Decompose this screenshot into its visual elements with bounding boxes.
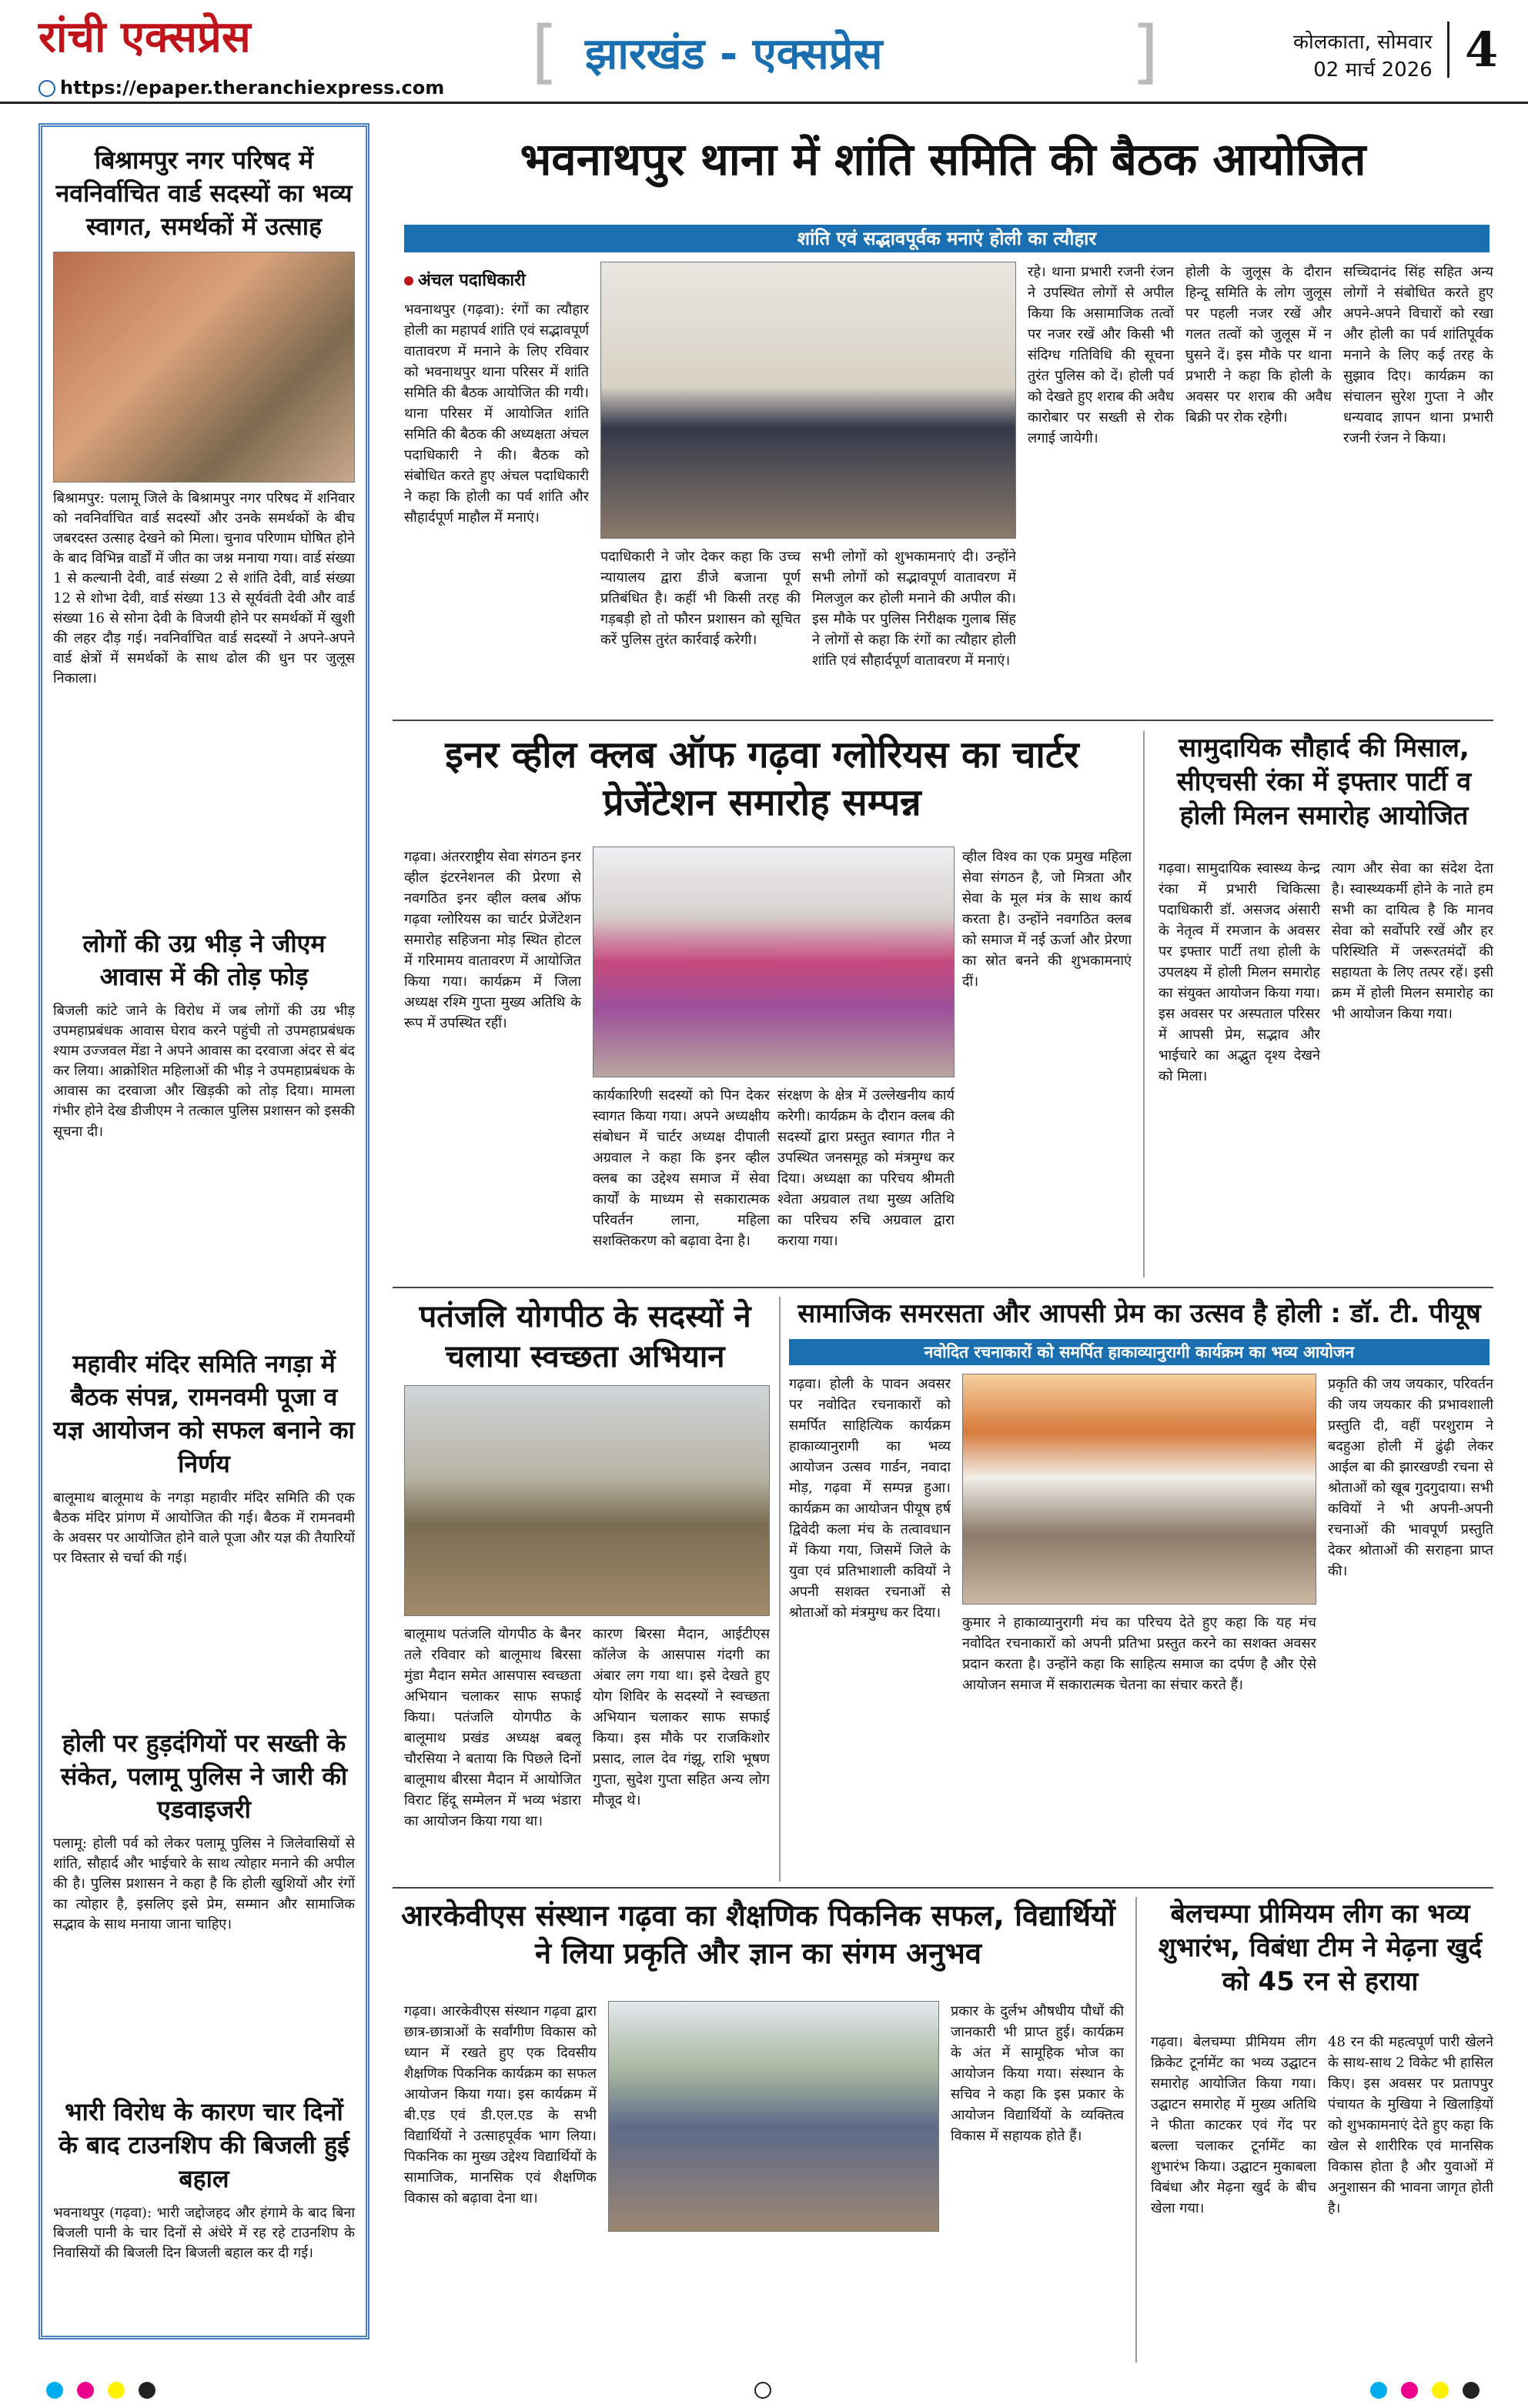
divider <box>393 1887 1493 1889</box>
article-body: बालूमाथ बालूमाथ के नगड़ा महावीर मंदिर समिति की एक बैठक मंदिर प्रांगण में आयोजित की गई। बैठक में रामनवमी के अवसर पर आयोजित होने वाले पूजा और यज्ञ की तैयारियों पर विस्तार से चर्चा की गई। <box>53 1489 355 1566</box>
top-col-1 <box>404 262 589 700</box>
top-col-2: पदाधिकारी ने जोर देकर कहा कि उच्च न्यायालय द्वारा डीजे बजाना पूर्ण प्रतिबंधित है। कहीं भी किसी तरह की गड़बड़ी हो तो फौरन प्रशासन को सूचित करें पुलिस तुरंत कार्रवाई करेगी। <box>600 549 801 648</box>
byline <box>404 268 589 293</box>
mid-col-2: कार्यकारिणी सदस्यों को पिन देकर स्वागत किया गया। अपने अध्यक्षीय संबोधन में चार्टर अध्यक्ष दीपाली अग्रवाल ने कहा कि इनर व्हील क्लब का उद्देश्य समाज में सेवा कार्यों के माध्यम से सकारात्मक परिवर्तन लाना, महिला सशक्तिकरण को बढ़ावा देना है। <box>593 1087 770 1249</box>
column-rule <box>1135 1897 1137 2363</box>
article-body: बिजली कांटे जाने के विरोध में जब लोगों की उग्र भीड़ उपमहाप्रबंधक आवास घेराव करने पहुंची तो उपमहाप्रबंधक श्याम उज्जवल मेंडा ने अपने आवास का दरवाजा अंदर से बंद कर लिया। आक्रोशित महिलाओं की भीड़ ने उपमहाप्रबंधक के आवास का दरवाजा और खिड़की को तोड़ दिया। मामला गंभीर होने देख डीजीएम ने तत्काल पुलिस प्रशासन को इसकी सूचना दी। <box>53 1002 355 1140</box>
mid-col-1: गढ़वा। अंतरराष्ट्रीय सेवा संगठन इनर व्हील इंटरनेशनल की प्रेरणा से नवगठित इनर व्हील क्लब ऑफ गढ़वा ग्लोरियस का चार्टर प्रेजेंटेशन समारोह सहिजना मोड़ स्थित होटल में गरिमामय वातावरण में आयोजित किया गया। कार्यक्रम में जिला अध्यक्ष रश्मि गुप्ता मुख्य अतिथि के रूप में उपस्थित रहीं। <box>404 849 581 1031</box>
top-subheading: शांति एवं सद्भावपूर्वक मनाएं होली का त्यौहार <box>404 225 1490 252</box>
mid-col-3: संरक्षण के क्षेत्र में उल्लेखनीय कार्य करेगी। कार्यक्रम के दौरान क्लब की सदस्यों द्वारा प्रस्तुत स्वागत गीत ने उपस्थित जनसमूह को मंत्रमुग्ध कर दिया। अध्यक्षा का परिचय श्रीमती श्वेता अग्रवाल तथा मुख्य अतिथि का परिचय रुचि अग्रवाल द्वारा कराया गया। <box>777 1087 955 1249</box>
picnic-col-1: गढ़वा। आरकेवीएस संस्थान गढ़वा द्वारा छात्र-छात्राओं के सर्वांगीण विकास को ध्यान में रखते हुए एक दिवसीय शैक्षणिक पिकनिक कार्यक्रम का सफल आयोजन किया गया। इस कार्यक्रम में बी.एड एवं डी.एल.एड के सभी विद्यार्थियों ने उत्साहपूर्वक भाग लिया। पिकनिक का मुख्य उद्देश्य विद्यार्थियों के सामाजिक, मानसिक एवं शैक्षणिक विकास को बढ़ावा देना था। <box>404 2003 597 2206</box>
article-headline[interactable]: बिश्रामपुर नगर परिषद में नवनिर्वाचित वार्ड सदस्यों का भव्य स्वागत, समर्थकों में उत्साह <box>55 145 353 242</box>
page-number: 4 <box>1447 22 1498 78</box>
yoga-col-1: बालूमाथ पतंजलि योगपीठ के बैनर तले रविवार को बालूमाथ बिरसा मुंडा मैदान समेत आसपास स्वच्छता अभियान चलाकर साफ सफाई किया। पतंजलि योगपीठ के बालूमाथ प्रखंड अध्यक्ष बबलू चौरसिया ने बताया कि पिछले दिनों बालूमाथ बीरसा मैदान में आयोजित विराट हिंदू सम्मेलन में भव्य भंडारा का आयोजन किया गया था। <box>404 1626 581 1829</box>
top-col-5: होली के जुलूस के दौरान हिन्दू समिति के लोग जुलूस पर पहली नजर रखें और गलत तत्वों को जुलूस में न घुसने दें। इस मौके पर थाना प्रभारी ने कहा कि होली के अवसर पर शराब की अवैध बिक्री पर रोक रहेगी। <box>1185 264 1332 426</box>
article-text: भवनाथपुर (गढ़वा): रंगों का त्यौहार होली का महापर्व शांति एवं सद्भावपूर्ण वातावरण में मनाने के लिए रविवार को भवनाथपुर थाना परिसर में शांति समिति की बैठक आयोजित की गयी। थाना परिसर में आयोजित शांति समिति की बैठक की अध्यक्षता अंचल पदाधिकारी ने की। बैठक को संबोधित करते हुए अंचल पदाधिकारी ने कहा कि होली का पर्व शांति और सौहार्दपूर्ण माहौल में मनाएं। <box>404 302 589 526</box>
article-body: बिश्रामपुर: पलामू जिले के बिश्रामपुर नगर परिषद में शनिवार को नवनिर्वाचित वार्ड सदस्यों और उनके समर्थकों के बीच जबरदस्त उत्साह देखने को मिला। चुनाव परिणाम घोषित होने के बाद विभिन्न वार्डों में जीत का जश्न मनाया गया। वार्ड संख्या 1 से कल्यानी देवी, वार्ड संख्या 2 से शांति देवी, वार्ड संख्या 12 से शोभा देवी, वार्ड संख्या 13 से सूर्यवंती देवी और वार्ड संख्या 16 से सोना देवी के विजयी होने पर समर्थकों में खुशी की लहर दौड़ गई। नवनिर्वाचित वार्ड सदस्यों ने अपने-अपने वार्ड क्षेत्रों में समर्थकों के साथ ढोल की धुन पर जुलूस निकाला। <box>53 489 355 687</box>
bullet-icon <box>404 276 413 286</box>
top-col-6: सच्चिदानंद सिंह सहित अन्य लोगों ने संबोधित करते हुए अपने-अपने विचारों को रखा और होली का पर्व शांतिपूर्वक मनाने के लिए कई तरह के सुझाव दिए। कार्यक्रम का संचालन सुरेश गुप्ता ने और धन्यवाद ज्ञापन थाना प्रभारी रजनी रंजन ने किया। <box>1343 264 1493 446</box>
picnic-col-2: प्रकार के दुर्लभ औषधीय पौधों की जानकारी भी प्राप्त हुई। कार्यक्रम के अंत में सामूहिक भोज का आयोजन किया गया। संस्थान के सचिव ने कहा कि इस प्रकार के आयोजन विद्यार्थियों के व्यक्तित्व विकास में सहायक होते हैं। <box>951 2003 1124 2144</box>
club-photo <box>593 847 955 1077</box>
crowd-photo <box>53 252 355 483</box>
globe-icon <box>38 80 55 97</box>
paper-logo[interactable]: रांची एक्सप्रेस <box>38 12 251 62</box>
cyan-dot-icon <box>46 2382 63 2399</box>
cyan-dot-icon <box>1370 2382 1387 2399</box>
magenta-dot-icon <box>77 2382 94 2399</box>
article-headline[interactable]: लोगों की उग्र भीड़ ने जीएम आवास में की तोड़ फोड़ <box>82 928 326 991</box>
yellow-dot-icon <box>108 2382 125 2399</box>
byline-text: अंचल पदाधिकारी <box>418 270 526 290</box>
epaper-link[interactable] <box>38 77 444 99</box>
dateline <box>1293 27 1433 82</box>
picnic-headline[interactable]: आरकेवीएस संस्थान गढ़वा का शैक्षणिक पिकनिक सफल, विद्यार्थियों ने लिया प्रकृति और ज्ञान का संगम अनुभव <box>401 1899 1115 1971</box>
bracket-left-icon: [ <box>531 12 559 92</box>
article-headline[interactable]: होली पर हुड़दंगियों पर सख्ती के संकेत, पलामू पुलिस ने जारी की एडवाइजरी <box>60 1728 348 1825</box>
column-rule <box>1143 731 1145 1277</box>
top-headline[interactable]: भवनाथपुर थाना में शांति समिति की बैठक आयोजित <box>520 133 1366 185</box>
holi-headline[interactable]: सामाजिक समरसता और आपसी प्रेम का उत्सव है होली : डॉ. टी. पीयूष <box>797 1298 1481 1329</box>
divider <box>393 720 1493 721</box>
left-column <box>38 123 369 2340</box>
bracket-right-icon: ] <box>1132 12 1159 92</box>
holi-col-3: प्रकृति की जय जयकार, परिवर्तन की जय जयकार की प्रभावशाली प्रस्तुति दी, वहीं परशुराम ने बदहुआ होली में ढुंढ़ी लेकर आईल बा की झारखण्डी रचना से श्रोताओं को खूब गुदगुदाया। सभी कवियों ने भी अपनी-अपनी रचनाओं की भावपूर्ण प्रस्तुति देकर श्रोताओं की सराहना प्राप्त की। <box>1328 1376 1493 1579</box>
cricket-col-1: गढ़वा। बेलचम्पा प्रीमियम लीग क्रिकेट टूर्नामेंट का भव्य उद्घाटन समारोह आयोजित किया गया। उद्घाटन समारोह में मुख्य अतिथि ने फीता काटकर एवं गेंद पर बल्ला चलाकर टूर्नामेंट का शुभारंभ किया। उद्घाटन मुकाबला विबंधा और मेढ़ना खुर्द के बीच खेला गया। <box>1151 2034 1316 2216</box>
top-col-4: रहे। थाना प्रभारी रजनी रंजन ने उपस्थित लोगों से अपील किया कि असामाजिक तत्वों पर नजर रखें और किसी भी संदिग्ध गतिविधि की सूचना तुरंत पुलिस को दें। होली पर्व को देखते हुए शराब की अवैध कारोबार पर सख्ती से रोक लगाई जायेगी। <box>1028 264 1174 446</box>
issue-date: 02 मार्च 2026 <box>1313 58 1433 82</box>
cricket-col-2: 48 रन की महत्वपूर्ण पारी खेलने के साथ-साथ 2 विकेट भी हासिल किए। इस अवसर पर प्रतापपुर पंचायत के मुखिया ने खिलाड़ियों को शुभकामनाएं देते हुए कहा कि खेल से शारीरिक एवं मानसिक विकास होता है और युवाओं में अनुशासन की भावना जागृत होती है। <box>1328 2034 1493 2216</box>
poets-photo <box>962 1374 1316 1605</box>
side-col-2: त्याग और सेवा का संदेश देता है। स्वास्थ्यकर्मी होने के नाते हम सभी का दायित्व है कि मानव सेवा को सर्वोपरि रखें और हर परिस्थिति में जरूरतमंदों की सहायता के लिए तत्पर रहें। इसी क्रम में होली मिलन समारोह का भी आयोजन किया गया। <box>1332 860 1493 1022</box>
divider <box>393 1287 1493 1288</box>
article-body: पलामू: होली पर्व को लेकर पलामू पुलिस ने जिलेवासियों से शांति, सौहार्द और भाईचारे के साथ त्योहार मनाने की अपील की है। पुलिस प्रशासन ने कहा है कि होली खुशियों और रंगों का त्योहार है, इसलिए इसे प्रेम, सम्मान और सामाजिक सद्भाव के साथ मनाया जाना चाहिए। <box>53 1835 355 1932</box>
article-headline[interactable]: महावीर मंदिर समिति नगड़ा में बैठक संपन्न, रामनवमी पूजा व यज्ञ आयोजन को सफल बनाने का निर्णय <box>53 1348 355 1478</box>
holi-col-1: गढ़वा। होली के पावन अवसर पर नवोदित रचनाकारों को समर्पित साहित्यिक कार्यक्रम हाकाव्यानुरागी का भव्य आयोजन उत्सव गार्डन, नवादा मोड़, गढ़वा में सम्पन्न हुआ। कार्यक्रम का आयोजन पीयूष हर्ष द्विवेदी कला मंच के तत्वावधान में किया गया, जिसमें जिले के युवा एवं प्रतिभाशाली कवियों ने अपनी सशक्त रचनाओं से श्रोताओं को मंत्रमुग्ध कर दिया। <box>789 1376 951 1621</box>
yoga-headline[interactable]: पतंजलि योगपीठ के सदस्यों ने चलाया स्वच्छता अभियान <box>419 1299 751 1374</box>
cricket-headline[interactable]: बेलचम्पा प्रीमियम लीग का भव्य शुभारंभ, विबंधा टीम ने मेढ़ना खुर्द को 45 रन से हराया <box>1158 1899 1483 1998</box>
epaper-url[interactable]: https://epaper.theranchiexpress.com <box>60 77 445 99</box>
holi-col-2: कुमार ने हाकाव्यानुरागी मंच का परिचय देते हुए कहा कि यह मंच नवोदित रचनाकारों को अपनी प्रतिभा प्रस्तुत करने का सशक्त अवसर प्रदान करता है। उन्होंने कहा कि साहित्य समाज का दर्पण है और ऐसे आयोजन समाज में सकारात्मक चेतना का संचार करते हैं। <box>962 1615 1316 1693</box>
side-col-1: गढ़वा। सामुदायिक स्वास्थ्य केन्द्र रंका में प्रभारी चिकित्सा पदाधिकारी डॉ. असजद अंसारी के नेतृत्व में रमजान के अवसर पर इफ्तार पार्टी तथा होली के उपलक्ष्य में होली मिलन समारोह का संयुक्त आयोजन किया गया। इस अवसर पर अस्पताल परिसर में आपसी प्रेम, सद्भाव और भाईचारे का अद्भुत दृश्य देखने को मिला। <box>1159 860 1320 1084</box>
mid-headline[interactable]: इनर व्हील क्लब ऑफ गढ़वा ग्लोरियस का चार्टर प्रेजेंटेशन समारोह सम्पन्न <box>445 733 1079 825</box>
black-dot-icon <box>139 2382 155 2399</box>
article-body: भवनाथपुर (गढ़वा): भारी जद्दोजहद और हंगामे के बाद बिना बिजली पानी के चार दिनों से अंधेरे में रह रहे टाउनशिप के निवासियों की बिजली दिन बिजली बहाल कर दी गई। <box>53 2204 355 2261</box>
crosshair-icon <box>754 2382 771 2399</box>
city-day: कोलकाता, सोमवार <box>1293 31 1433 54</box>
holi-subheading: नवोदित रचनाकारों को समर्पित हाकाव्यानुरागी कार्यक्रम का भव्य आयोजन <box>789 1339 1490 1365</box>
registration-strip <box>0 2374 1528 2408</box>
mid-col-4: व्हील विश्व का एक प्रमुख महिला सेवा संगठन है, जो मित्रता और सेवा के मूल मंत्र के साथ कार्य करता है। उन्होंने नवगठित क्लब को समाज में नई ऊर्जा और प्रेरणा का स्रोत बनने की शुभकामनाएं दीं। <box>962 849 1132 990</box>
yoga-col-2: कारण बिरसा मैदान, आईटीएस कॉलेज के आसपास गंदगी का अंबार लग गया था। इसे देखते हुए योग शिविर के सदस्यों ने स्वच्छता अभियान चलाकर साफ सफाई किया। इस मौके पर राजकिशोर प्रसाद, लाल देव गंझू, राशि भूषण गुप्ता, सुदेश गुप्ता सहित अन्य लोग मौजूद थे। <box>593 1626 770 1809</box>
masthead <box>0 0 1528 104</box>
top-col-3: सभी लोगों को शुभकामनाएं दी। उन्होंने सभी लोगों को सद्भावपूर्ण वातावरण में मिलजुल कर होली मनाने की अपील की। इस मौके पर पुलिस निरीक्षक गुलाब सिंह ने लोगों से कहा कि रंगों का त्यौहार होली शांति एवं सौहार्दपूर्ण वातावरण में मनाएं। <box>812 549 1016 669</box>
black-dot-icon <box>1463 2382 1480 2399</box>
magenta-dot-icon <box>1401 2382 1418 2399</box>
meeting-photo <box>600 262 1016 539</box>
column-rule <box>779 1297 781 1882</box>
section-title: झारखंड - एक्सप्रेस <box>585 29 883 79</box>
yellow-dot-icon <box>1432 2382 1449 2399</box>
picnic-photo <box>608 2001 939 2232</box>
cleanup-photo <box>404 1385 770 1616</box>
side-headline[interactable]: सामुदायिक सौहार्द की मिसाल, सीएचसी रंका में इफ्तार पार्टी व होली मिलन समारोह आयोजित <box>1176 733 1472 832</box>
article-headline[interactable]: भारी विरोध के कारण चार दिनों के बाद टाउनशिप की बिजली हुई बहाल <box>59 2097 349 2193</box>
